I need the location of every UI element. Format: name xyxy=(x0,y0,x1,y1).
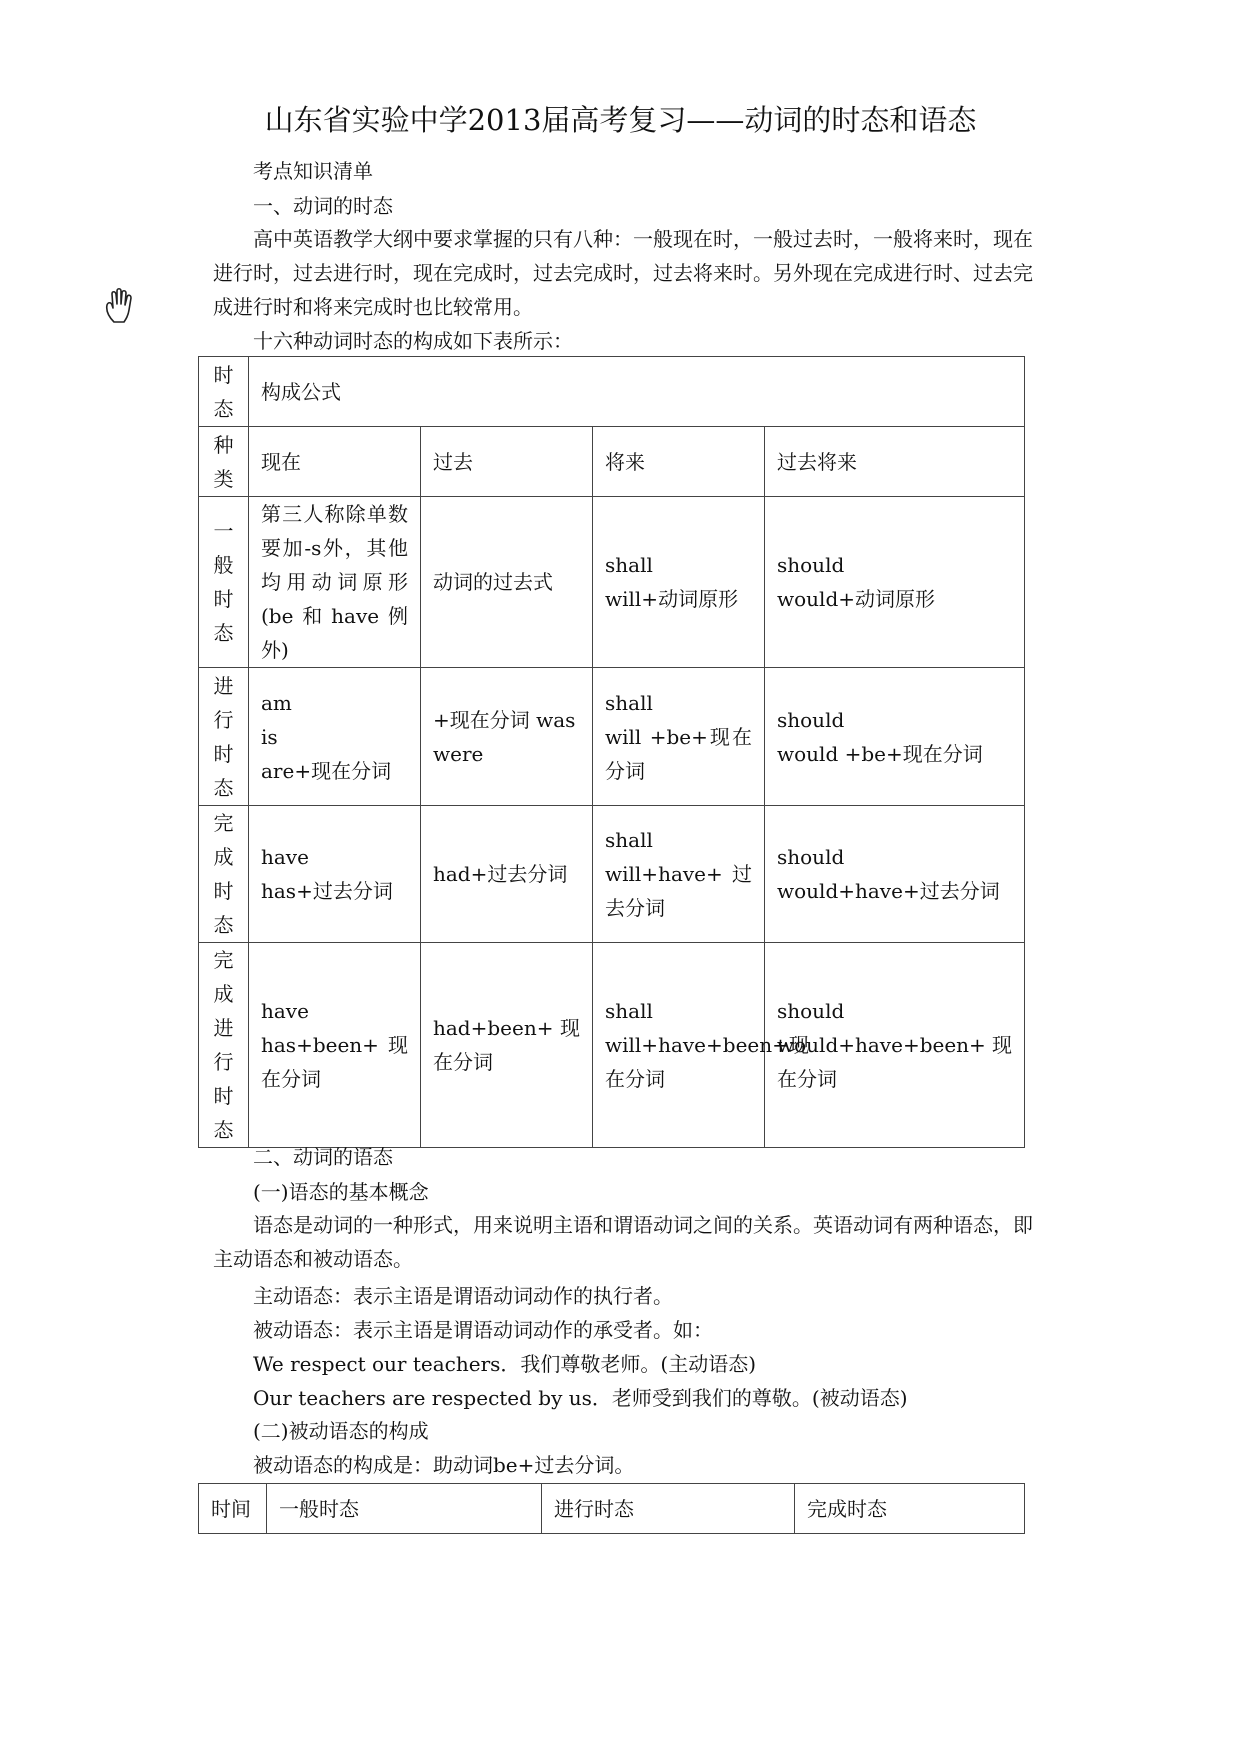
passive-formula: 被动语态的构成是：助动词be+过去分词。 xyxy=(253,1453,635,1477)
table-cell: have has+过去分词 xyxy=(249,806,421,943)
row-label: 一般时态 xyxy=(213,519,234,645)
passive-header-simple: 一般时态 xyxy=(267,1484,542,1534)
table-cell: shall will+have+过去分词 xyxy=(593,806,765,943)
hand-cursor-icon xyxy=(104,286,140,326)
example-active: We respect our teachers．我们尊敬老师。(主动语态) xyxy=(253,1352,756,1376)
section2-heading: 二、动词的语态 xyxy=(253,1145,393,1169)
header-formula: 构成公式 xyxy=(249,357,1025,427)
passive-header-time: 时间 xyxy=(199,1484,267,1534)
table-cell: should would+动词原形 xyxy=(765,497,1025,668)
table-cell: should would+have+been+现在分词 xyxy=(765,943,1025,1148)
table-cell: should would +be+现在分词 xyxy=(765,668,1025,806)
column-future: 将来 xyxy=(593,427,765,497)
tense-table xyxy=(198,356,1025,1148)
passive-header-progressive: 进行时态 xyxy=(542,1484,795,1534)
table-cell: had+been+现在分词 xyxy=(421,943,593,1148)
table-cell: shall will +be+现在分词 xyxy=(593,668,765,806)
passive-voice-definition: 被动语态：表示主语是谓语动词动作的承受者。如： xyxy=(253,1318,713,1342)
sub1-heading: (一)语态的基本概念 xyxy=(253,1180,429,1204)
row-label: 完成时态 xyxy=(213,811,234,937)
table-cell: should would+have+过去分词 xyxy=(765,806,1025,943)
sub2-heading: (二)被动语态的构成 xyxy=(253,1419,429,1443)
passive-header-perfect: 完成时态 xyxy=(795,1484,1025,1534)
column-past: 过去 xyxy=(421,427,593,497)
page-title: 山东省实验中学2013届高考复习——动词的时态和语态 xyxy=(264,103,977,137)
table-cell: shall will+动词原形 xyxy=(593,497,765,668)
header-tense: 时态 xyxy=(213,362,234,421)
table-row xyxy=(199,668,1025,806)
table-cell: +现在分词 was were xyxy=(421,668,593,806)
section1-paragraph: 高中英语教学大纲中要求掌握的只有八种：一般现在时，一般过去时，一般将来时，现在进行时，过去进行时，现在完成时，过去完成时，过去将来时。另外现在完成进行时、过去完成进行时和将来完成时也比较常用。 xyxy=(213,227,1033,319)
passive-table xyxy=(198,1483,1025,1534)
tense-table-kind-row xyxy=(199,427,1025,497)
active-voice-definition: 主动语态：表示主语是谓语动词动作的执行者。 xyxy=(253,1284,673,1308)
table-row xyxy=(199,943,1025,1148)
section1-heading: 一、动词的时态 xyxy=(253,194,393,218)
table-cell: 第三人称除单数要加-s外，其他均用动词原形(be和have例外) xyxy=(249,497,421,668)
header-kind: 种类 xyxy=(213,432,234,491)
table-cell: had+过去分词 xyxy=(421,806,593,943)
column-present: 现在 xyxy=(249,427,421,497)
row-label: 进行时态 xyxy=(213,673,234,800)
tense-table-header-row xyxy=(199,357,1025,427)
row-label: 完成进行时态 xyxy=(213,948,234,1142)
table-cell: have has+been+现在分词 xyxy=(249,943,421,1148)
passive-table-header-row xyxy=(199,1484,1025,1534)
example-passive: Our teachers are respected by us．老师受到我们的尊敬。(被动语态) xyxy=(253,1386,908,1410)
table-cell: 动词的过去式 xyxy=(421,497,593,668)
voice-paragraph: 语态是动词的一种形式，用来说明主语和谓语动词之间的关系。英语动词有两种语态，即主动语态和被动语态。 xyxy=(213,1213,1033,1271)
table-intro: 十六种动词时态的构成如下表所示： xyxy=(253,329,573,353)
table-cell: am is are+现在分词 xyxy=(249,668,421,806)
table-row xyxy=(199,497,1025,668)
checklist-heading: 考点知识清单 xyxy=(253,159,373,183)
table-cell: shall will+have+been+现在分词 xyxy=(593,943,765,1148)
table-row xyxy=(199,806,1025,943)
column-past-future: 过去将来 xyxy=(765,427,1025,497)
